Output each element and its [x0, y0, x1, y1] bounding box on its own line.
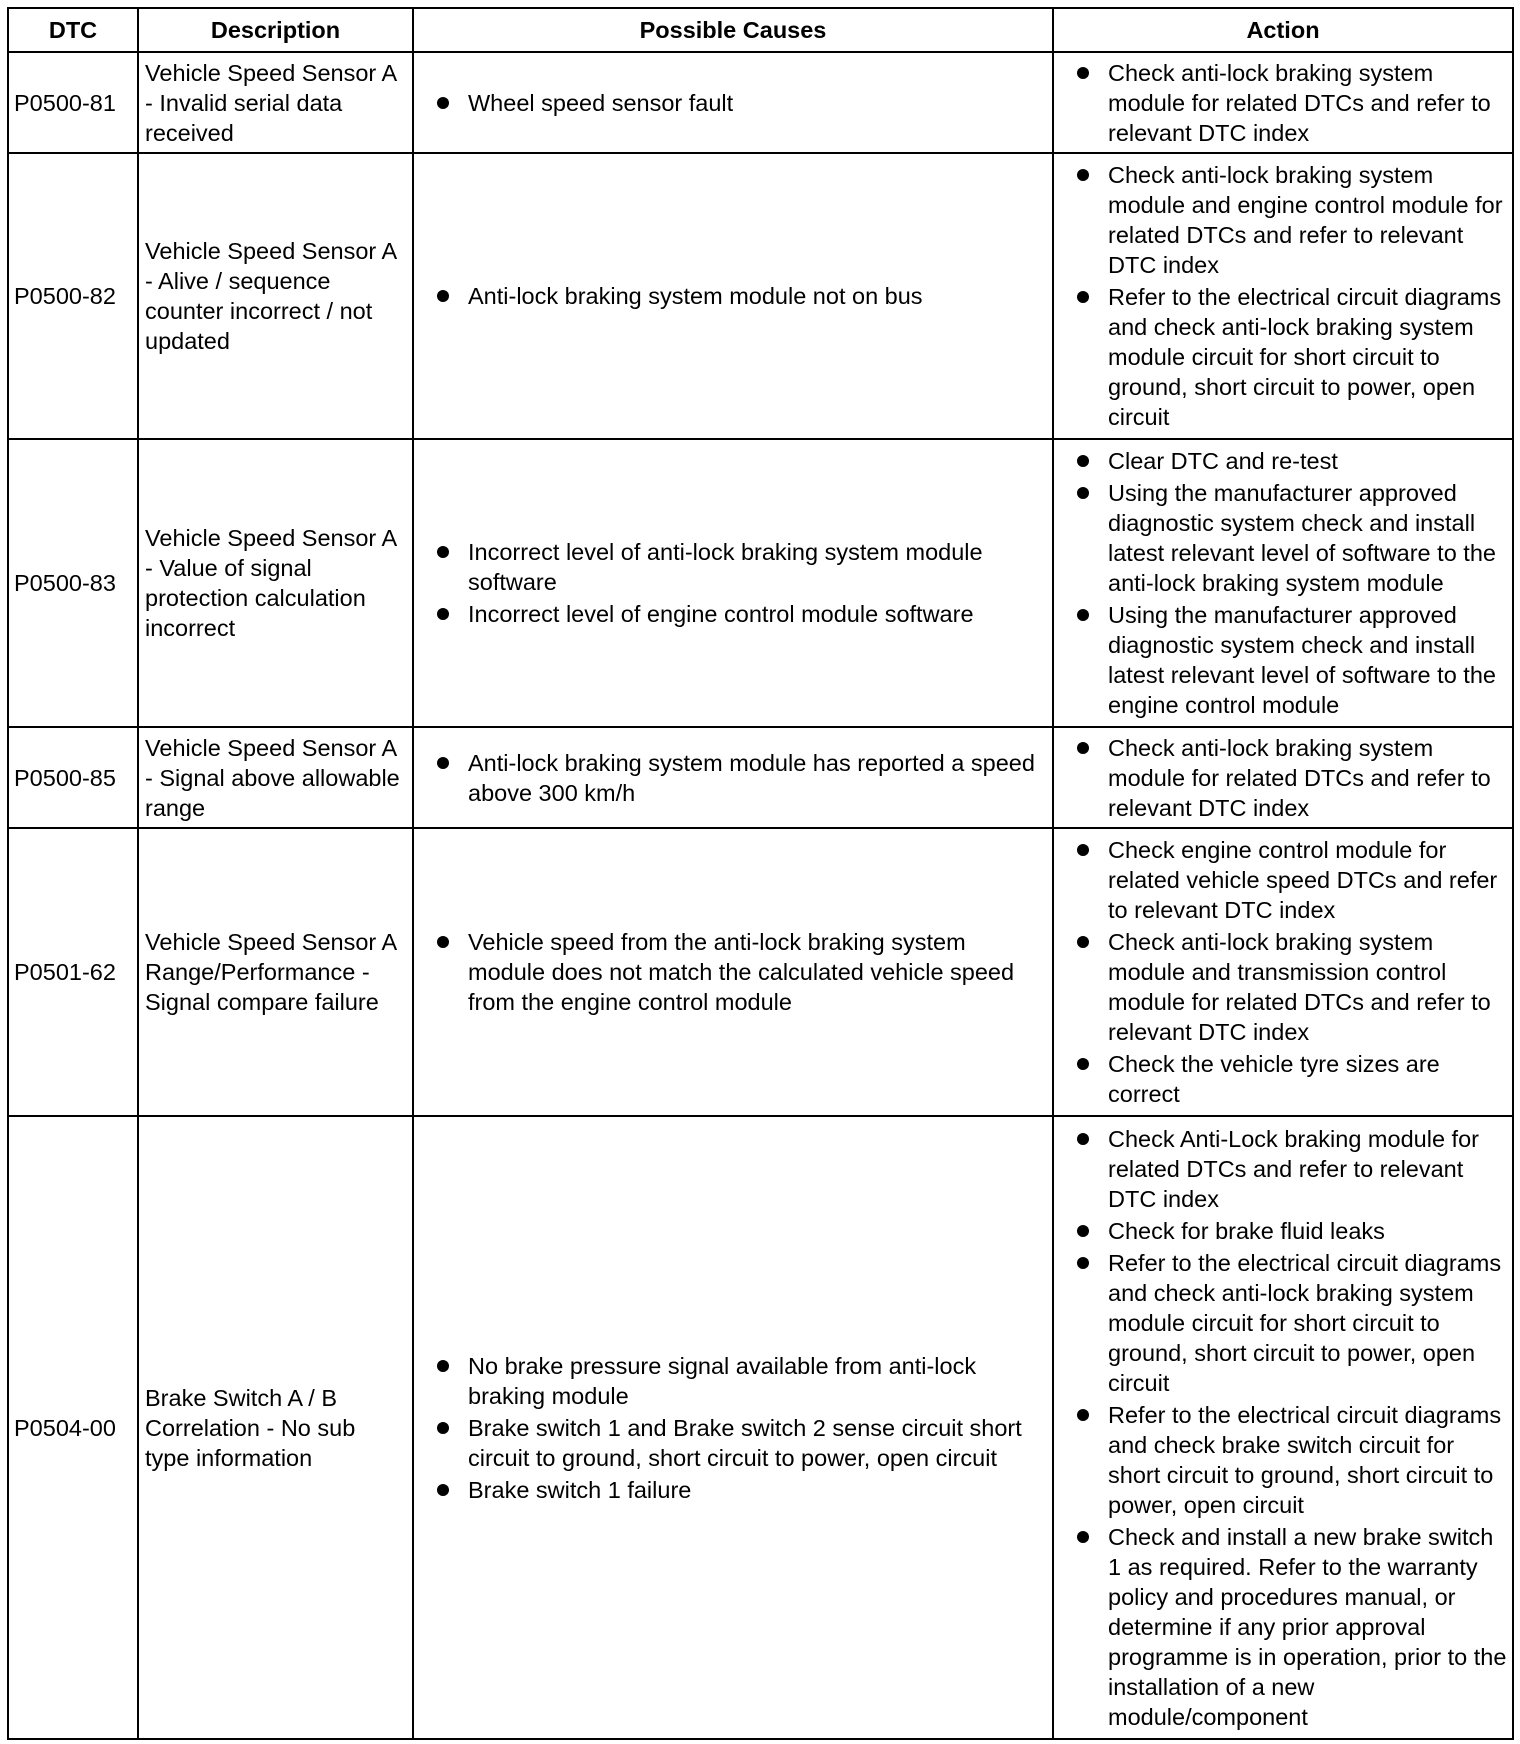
header-action: Action	[1053, 8, 1513, 52]
actions-list	[1074, 1124, 1509, 1732]
table-row	[8, 439, 1513, 727]
action-item: Refer to the electrical circuit diagrams and check anti-lock braking system module circuit for short circuit to ground, short circuit to power, open circuit	[1074, 282, 1509, 432]
actions	[1053, 52, 1513, 153]
actions	[1053, 1116, 1513, 1739]
actions	[1053, 439, 1513, 727]
actions-list	[1074, 446, 1509, 720]
causes-list	[434, 927, 1044, 1017]
causes-list	[434, 281, 1044, 311]
action-item: Refer to the electrical circuit diagrams and check anti-lock braking system module circuit for short circuit to ground, short circuit to power, open circuit	[1074, 1248, 1509, 1398]
actions	[1053, 727, 1513, 828]
table-row	[8, 1116, 1513, 1739]
possible-causes	[413, 52, 1053, 153]
dtc-description: Brake Switch A / B Correlation - No sub type information	[138, 1116, 413, 1739]
actions-list	[1074, 733, 1509, 823]
possible-causes	[413, 1116, 1053, 1739]
causes-list	[434, 748, 1044, 808]
causes-list	[434, 88, 1044, 118]
actions-list	[1074, 58, 1509, 148]
possible-causes	[413, 439, 1053, 727]
dtc-table	[7, 7, 1514, 1740]
action-item: Refer to the electrical circuit diagrams and check brake switch circuit for short circuit to ground, short circuit to power, open circuit	[1074, 1400, 1509, 1520]
table-row	[8, 153, 1513, 439]
header-dtc: DTC	[8, 8, 138, 52]
dtc-description: Vehicle Speed Sensor A - Alive / sequence counter incorrect / not updated	[138, 153, 413, 439]
action-item: Check Anti-Lock braking module for related DTCs and refer to relevant DTC index	[1074, 1124, 1509, 1214]
action-item: Check and install a new brake switch 1 as required. Refer to the warranty policy and procedures manual, or determine if any prior approval programme is in operation, prior to the installation of a new module/component	[1074, 1522, 1509, 1732]
causes-list	[434, 537, 1044, 629]
action-item: Check anti-lock braking system module and engine control module for related DTCs and refer to relevant DTC index	[1074, 160, 1509, 280]
action-item: Clear DTC and re-test	[1074, 446, 1509, 476]
header-possible-causes: Possible Causes	[413, 8, 1053, 52]
cause-item: Anti-lock braking system module not on bus	[434, 281, 1044, 311]
possible-causes	[413, 727, 1053, 828]
cause-item: Brake switch 1 and Brake switch 2 sense circuit short circuit to ground, short circuit to power, open circuit	[434, 1413, 1044, 1473]
cause-item: Wheel speed sensor fault	[434, 88, 1044, 118]
actions-list	[1074, 160, 1509, 432]
action-item: Check for brake fluid leaks	[1074, 1216, 1509, 1246]
action-item: Check anti-lock braking system module for related DTCs and refer to relevant DTC index	[1074, 733, 1509, 823]
dtc-code: P0500-81	[8, 52, 138, 153]
dtc-code: P0500-82	[8, 153, 138, 439]
cause-item: No brake pressure signal available from anti-lock braking module	[434, 1351, 1044, 1411]
cause-item: Anti-lock braking system module has reported a speed above 300 km/h	[434, 748, 1044, 808]
action-item: Check anti-lock braking system module and transmission control module for related DTCs and refer to relevant DTC index	[1074, 927, 1509, 1047]
cause-item: Incorrect level of engine control module software	[434, 599, 1044, 629]
dtc-code: P0504-00	[8, 1116, 138, 1739]
action-item: Using the manufacturer approved diagnostic system check and install latest relevant level of software to the anti-lock braking system module	[1074, 478, 1509, 598]
header-description: Description	[138, 8, 413, 52]
dtc-description: Vehicle Speed Sensor A - Invalid serial data received	[138, 52, 413, 153]
header-row	[8, 8, 1513, 52]
actions-list	[1074, 835, 1509, 1109]
possible-causes	[413, 828, 1053, 1116]
action-item: Using the manufacturer approved diagnostic system check and install latest relevant level of software to the engine control module	[1074, 600, 1509, 720]
dtc-description: Vehicle Speed Sensor A Range/Performance - Signal compare failure	[138, 828, 413, 1116]
actions	[1053, 153, 1513, 439]
dtc-code: P0500-85	[8, 727, 138, 828]
action-item: Check the vehicle tyre sizes are correct	[1074, 1049, 1509, 1109]
table-row	[8, 828, 1513, 1116]
table-row	[8, 52, 1513, 153]
causes-list	[434, 1351, 1044, 1505]
action-item: Check anti-lock braking system module for related DTCs and refer to relevant DTC index	[1074, 58, 1509, 148]
table-row	[8, 727, 1513, 828]
dtc-description: Vehicle Speed Sensor A - Value of signal protection calculation incorrect	[138, 439, 413, 727]
action-item: Check engine control module for related vehicle speed DTCs and refer to relevant DTC index	[1074, 835, 1509, 925]
cause-item: Vehicle speed from the anti-lock braking system module does not match the calculated vehicle speed from the engine control module	[434, 927, 1044, 1017]
cause-item: Brake switch 1 failure	[434, 1475, 1044, 1505]
dtc-description: Vehicle Speed Sensor A - Signal above allowable range	[138, 727, 413, 828]
cause-item: Incorrect level of anti-lock braking system module software	[434, 537, 1044, 597]
dtc-code: P0501-62	[8, 828, 138, 1116]
possible-causes	[413, 153, 1053, 439]
dtc-code: P0500-83	[8, 439, 138, 727]
actions	[1053, 828, 1513, 1116]
